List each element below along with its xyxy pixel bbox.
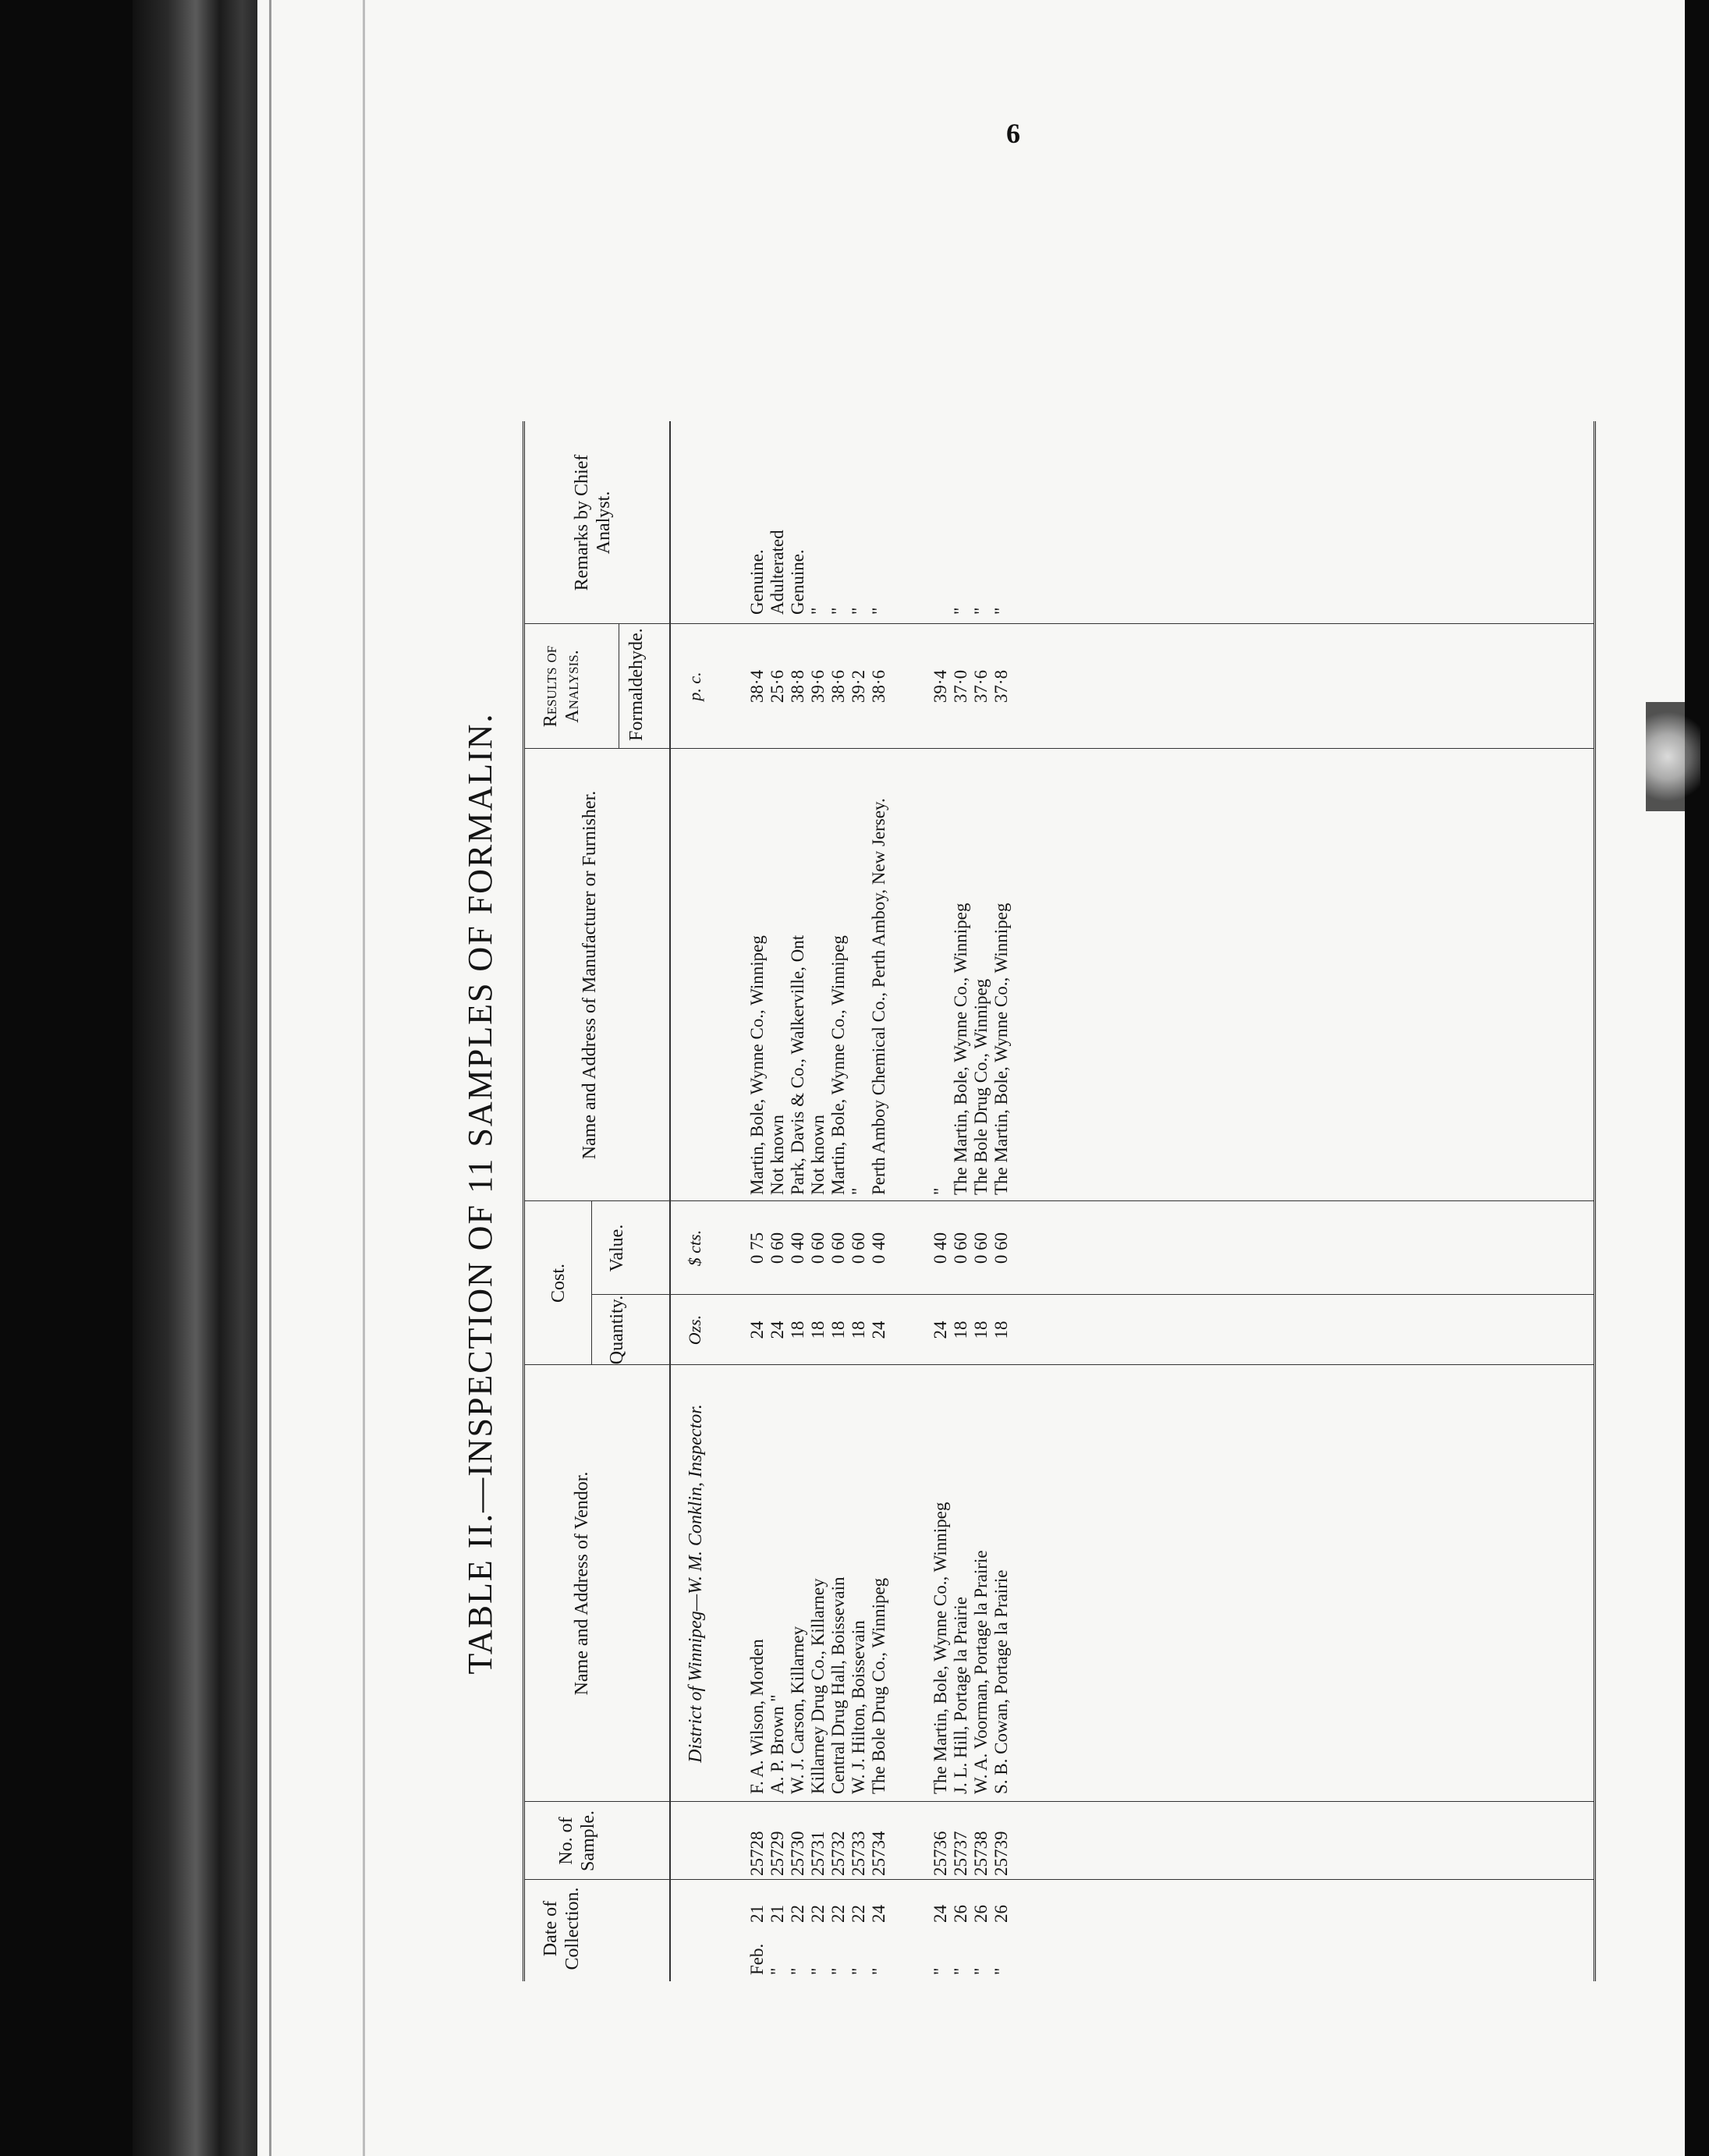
- cell-no: 25732: [828, 1831, 848, 1876]
- cell-pct: 37·6: [971, 669, 991, 704]
- cell-day: 24: [869, 1905, 888, 1923]
- cell-remark: Genuine.: [788, 549, 807, 615]
- cell-no: 25729: [768, 1831, 787, 1876]
- page-number: 6: [1006, 118, 1020, 149]
- cell-pct: 37·0: [951, 669, 970, 704]
- cell-value: 0 60: [971, 1232, 991, 1264]
- book-binding-edge: [133, 0, 273, 2156]
- cell-qty: 18: [971, 1321, 991, 1339]
- cell-pct: 25·6: [768, 669, 787, 704]
- table-row: [747, 421, 768, 1981]
- cell-value: 0 60: [808, 1232, 828, 1264]
- cell-day: 22: [849, 1905, 868, 1923]
- cell-qty: 18: [808, 1321, 828, 1339]
- cell-maker: Park, Davis & Co., Walkerville, Ont: [788, 934, 807, 1195]
- cell-pct: 39·4: [931, 669, 950, 704]
- header-remarks: Remarks by Chief Analyst.: [572, 454, 614, 591]
- cell-value: 0 40: [869, 1232, 888, 1264]
- header-cost: Cost.: [548, 1264, 569, 1303]
- cell-month: ": [828, 1967, 848, 1975]
- cell-remark: ": [869, 607, 888, 615]
- cell-remark: Adulterated: [768, 530, 787, 615]
- cell-value: 0 60: [991, 1232, 1011, 1264]
- cell-no: 25730: [788, 1831, 807, 1876]
- cell-value: 0 60: [768, 1232, 787, 1264]
- cell-vendor: Central Drug Hall, Boissevain: [828, 1576, 848, 1794]
- cell-no: 25734: [869, 1831, 888, 1876]
- table-row: [991, 421, 1012, 1981]
- cell-day: 24: [931, 1905, 950, 1923]
- column-divider: [525, 1879, 1594, 1880]
- cell-remark: ": [951, 607, 970, 615]
- table-row: [788, 421, 808, 1981]
- table-row: [971, 421, 991, 1981]
- cell-value: 0 60: [849, 1232, 868, 1264]
- table-title: TABLE II.—INSPECTION OF 11 SAMPLES OF FORMALIN.: [461, 712, 499, 1675]
- cell-vendor: F. A. Wilson, Morden: [747, 1639, 767, 1794]
- cell-month: ": [991, 1967, 1011, 1975]
- header-formaldehyde: Formaldehyde.: [626, 628, 647, 741]
- cell-pct: 38·8: [788, 669, 807, 704]
- table-row: [768, 421, 788, 1981]
- cell-qty: 18: [991, 1321, 1011, 1339]
- cell-month: ": [971, 1967, 991, 1975]
- header-value: Value.: [607, 1224, 627, 1272]
- cell-no: 25736: [931, 1831, 950, 1876]
- cell-day: 26: [971, 1905, 991, 1923]
- cell-no: 25731: [808, 1831, 828, 1876]
- cell-vendor: The Martin, Bole, Wynne Co., Winnipeg: [931, 1502, 950, 1794]
- cell-vendor: W. J. Hilton, Boissevain: [849, 1620, 868, 1794]
- cell-vendor: Killarney Drug Co., Killarney: [808, 1578, 828, 1794]
- cell-pct: 38·6: [828, 669, 848, 704]
- cell-remark: ": [849, 607, 868, 615]
- cell-vendor: W. J. Carson, Killarney: [788, 1626, 807, 1794]
- cell-qty: 24: [869, 1321, 888, 1339]
- table-row: [849, 421, 869, 1981]
- cell-maker: Not known: [768, 1115, 787, 1195]
- cell-month: Feb.: [747, 1943, 767, 1975]
- cell-day: 22: [808, 1905, 828, 1923]
- table-row: [951, 421, 971, 1981]
- cell-remark: Genuine.: [747, 549, 767, 615]
- cell-pct: 38·4: [747, 669, 767, 704]
- cell-value: 0 40: [931, 1232, 950, 1264]
- cell-no: 25728: [747, 1831, 767, 1876]
- cell-qty: 24: [747, 1321, 767, 1339]
- cell-month: ": [931, 1967, 950, 1975]
- cell-day: 26: [951, 1905, 970, 1923]
- rotated-table: [460, 390, 1607, 1997]
- cell-remark: ": [808, 607, 828, 615]
- page-edge: [363, 0, 365, 2156]
- unit-formaldehyde: p. c.: [685, 672, 704, 701]
- table-row: [931, 421, 951, 1981]
- header-rule: [591, 1201, 592, 1365]
- cell-day: 21: [747, 1905, 767, 1923]
- column-divider: [591, 1294, 1594, 1295]
- cell-maker: Not known: [808, 1115, 828, 1195]
- cell-pct: 39·6: [808, 669, 828, 704]
- header-manufacturer: Name and Address of Manufacturer or Furnisher.: [580, 790, 600, 1160]
- cell-maker: Martin, Bole, Wynne Co., Winnipeg: [747, 935, 767, 1195]
- cell-vendor: A. P. Brown ": [768, 1694, 787, 1794]
- cell-vendor: The Bole Drug Co., Winnipeg: [869, 1577, 888, 1794]
- cell-maker: ": [931, 1187, 950, 1195]
- cell-remark: ": [991, 607, 1011, 615]
- cell-qty: 18: [828, 1321, 848, 1339]
- cell-maker: Martin, Bole, Wynne Co., Winnipeg: [828, 935, 848, 1195]
- page-edge: [269, 0, 271, 2156]
- cell-no: 25733: [849, 1831, 868, 1876]
- cell-maker: The Bole Drug Co., Winnipeg: [971, 978, 991, 1195]
- header-sample-no: No. of Sample.: [556, 1810, 598, 1871]
- cell-pct: 37·8: [991, 669, 1011, 704]
- cell-qty: 18: [849, 1321, 868, 1339]
- cell-day: 26: [991, 1905, 1011, 1923]
- cell-vendor: S. B. Cowan, Portage la Prairie: [991, 1569, 1011, 1794]
- unit-value: $ cts.: [685, 1229, 704, 1267]
- cell-month: ": [951, 1967, 970, 1975]
- cell-value: 0 75: [747, 1232, 767, 1264]
- cell-day: 22: [788, 1905, 807, 1923]
- header-bottom-rule: [669, 421, 671, 1981]
- column-divider: [525, 1801, 1594, 1802]
- cell-vendor: J. L. Hill, Portage la Prairie: [951, 1597, 970, 1794]
- district-heading: District of Winnipeg—W. M. Conklin, Inspector.: [686, 1404, 706, 1763]
- cell-value: 0 60: [951, 1232, 970, 1264]
- header-vendor: Name and Address of Vendor.: [572, 1471, 592, 1696]
- table-frame: [523, 421, 1596, 1981]
- cell-maker: The Martin, Bole, Wynne Co., Winnipeg: [991, 902, 1011, 1195]
- cell-day: 21: [768, 1905, 787, 1923]
- table-row: [828, 421, 849, 1981]
- cell-pct: 38·6: [869, 669, 888, 704]
- header-date: Date of Collection.: [541, 1887, 583, 1970]
- cell-month: ": [768, 1967, 787, 1975]
- cell-month: ": [788, 1967, 807, 1975]
- cell-remark: ": [971, 607, 991, 615]
- cell-qty: 18: [951, 1321, 970, 1339]
- cell-value: 0 60: [828, 1232, 848, 1264]
- cell-qty: 18: [788, 1321, 807, 1339]
- cell-month: ": [849, 1967, 868, 1975]
- header-quantity: Quantity.: [607, 1295, 627, 1365]
- cell-month: ": [808, 1967, 828, 1975]
- cell-day: 22: [828, 1905, 848, 1923]
- cell-no: 25737: [951, 1831, 970, 1876]
- cell-no: 25739: [991, 1831, 1011, 1876]
- cell-qty: 24: [931, 1321, 950, 1339]
- cell-value: 0 40: [788, 1232, 807, 1264]
- cell-maker: The Martin, Bole, Wynne Co., Winnipeg: [951, 902, 970, 1195]
- cell-vendor: W. A. Voorman, Portage la Prairie: [971, 1550, 991, 1794]
- cell-qty: 24: [768, 1321, 787, 1339]
- table-row: [869, 421, 889, 1981]
- unit-quantity: Ozs.: [685, 1314, 704, 1346]
- cell-maker: Perth Amboy Chemical Co., Perth Amboy, New Jersey.: [869, 798, 888, 1195]
- cell-pct: 39·2: [849, 669, 868, 704]
- paper-tear-mark: [1646, 702, 1700, 811]
- cell-maker: ": [849, 1187, 868, 1195]
- cell-no: 25738: [971, 1831, 991, 1876]
- cell-month: ": [869, 1967, 888, 1975]
- cell-remark: ": [828, 607, 848, 615]
- table-row: [808, 421, 828, 1981]
- header-results: Results of Analysis.: [541, 645, 583, 728]
